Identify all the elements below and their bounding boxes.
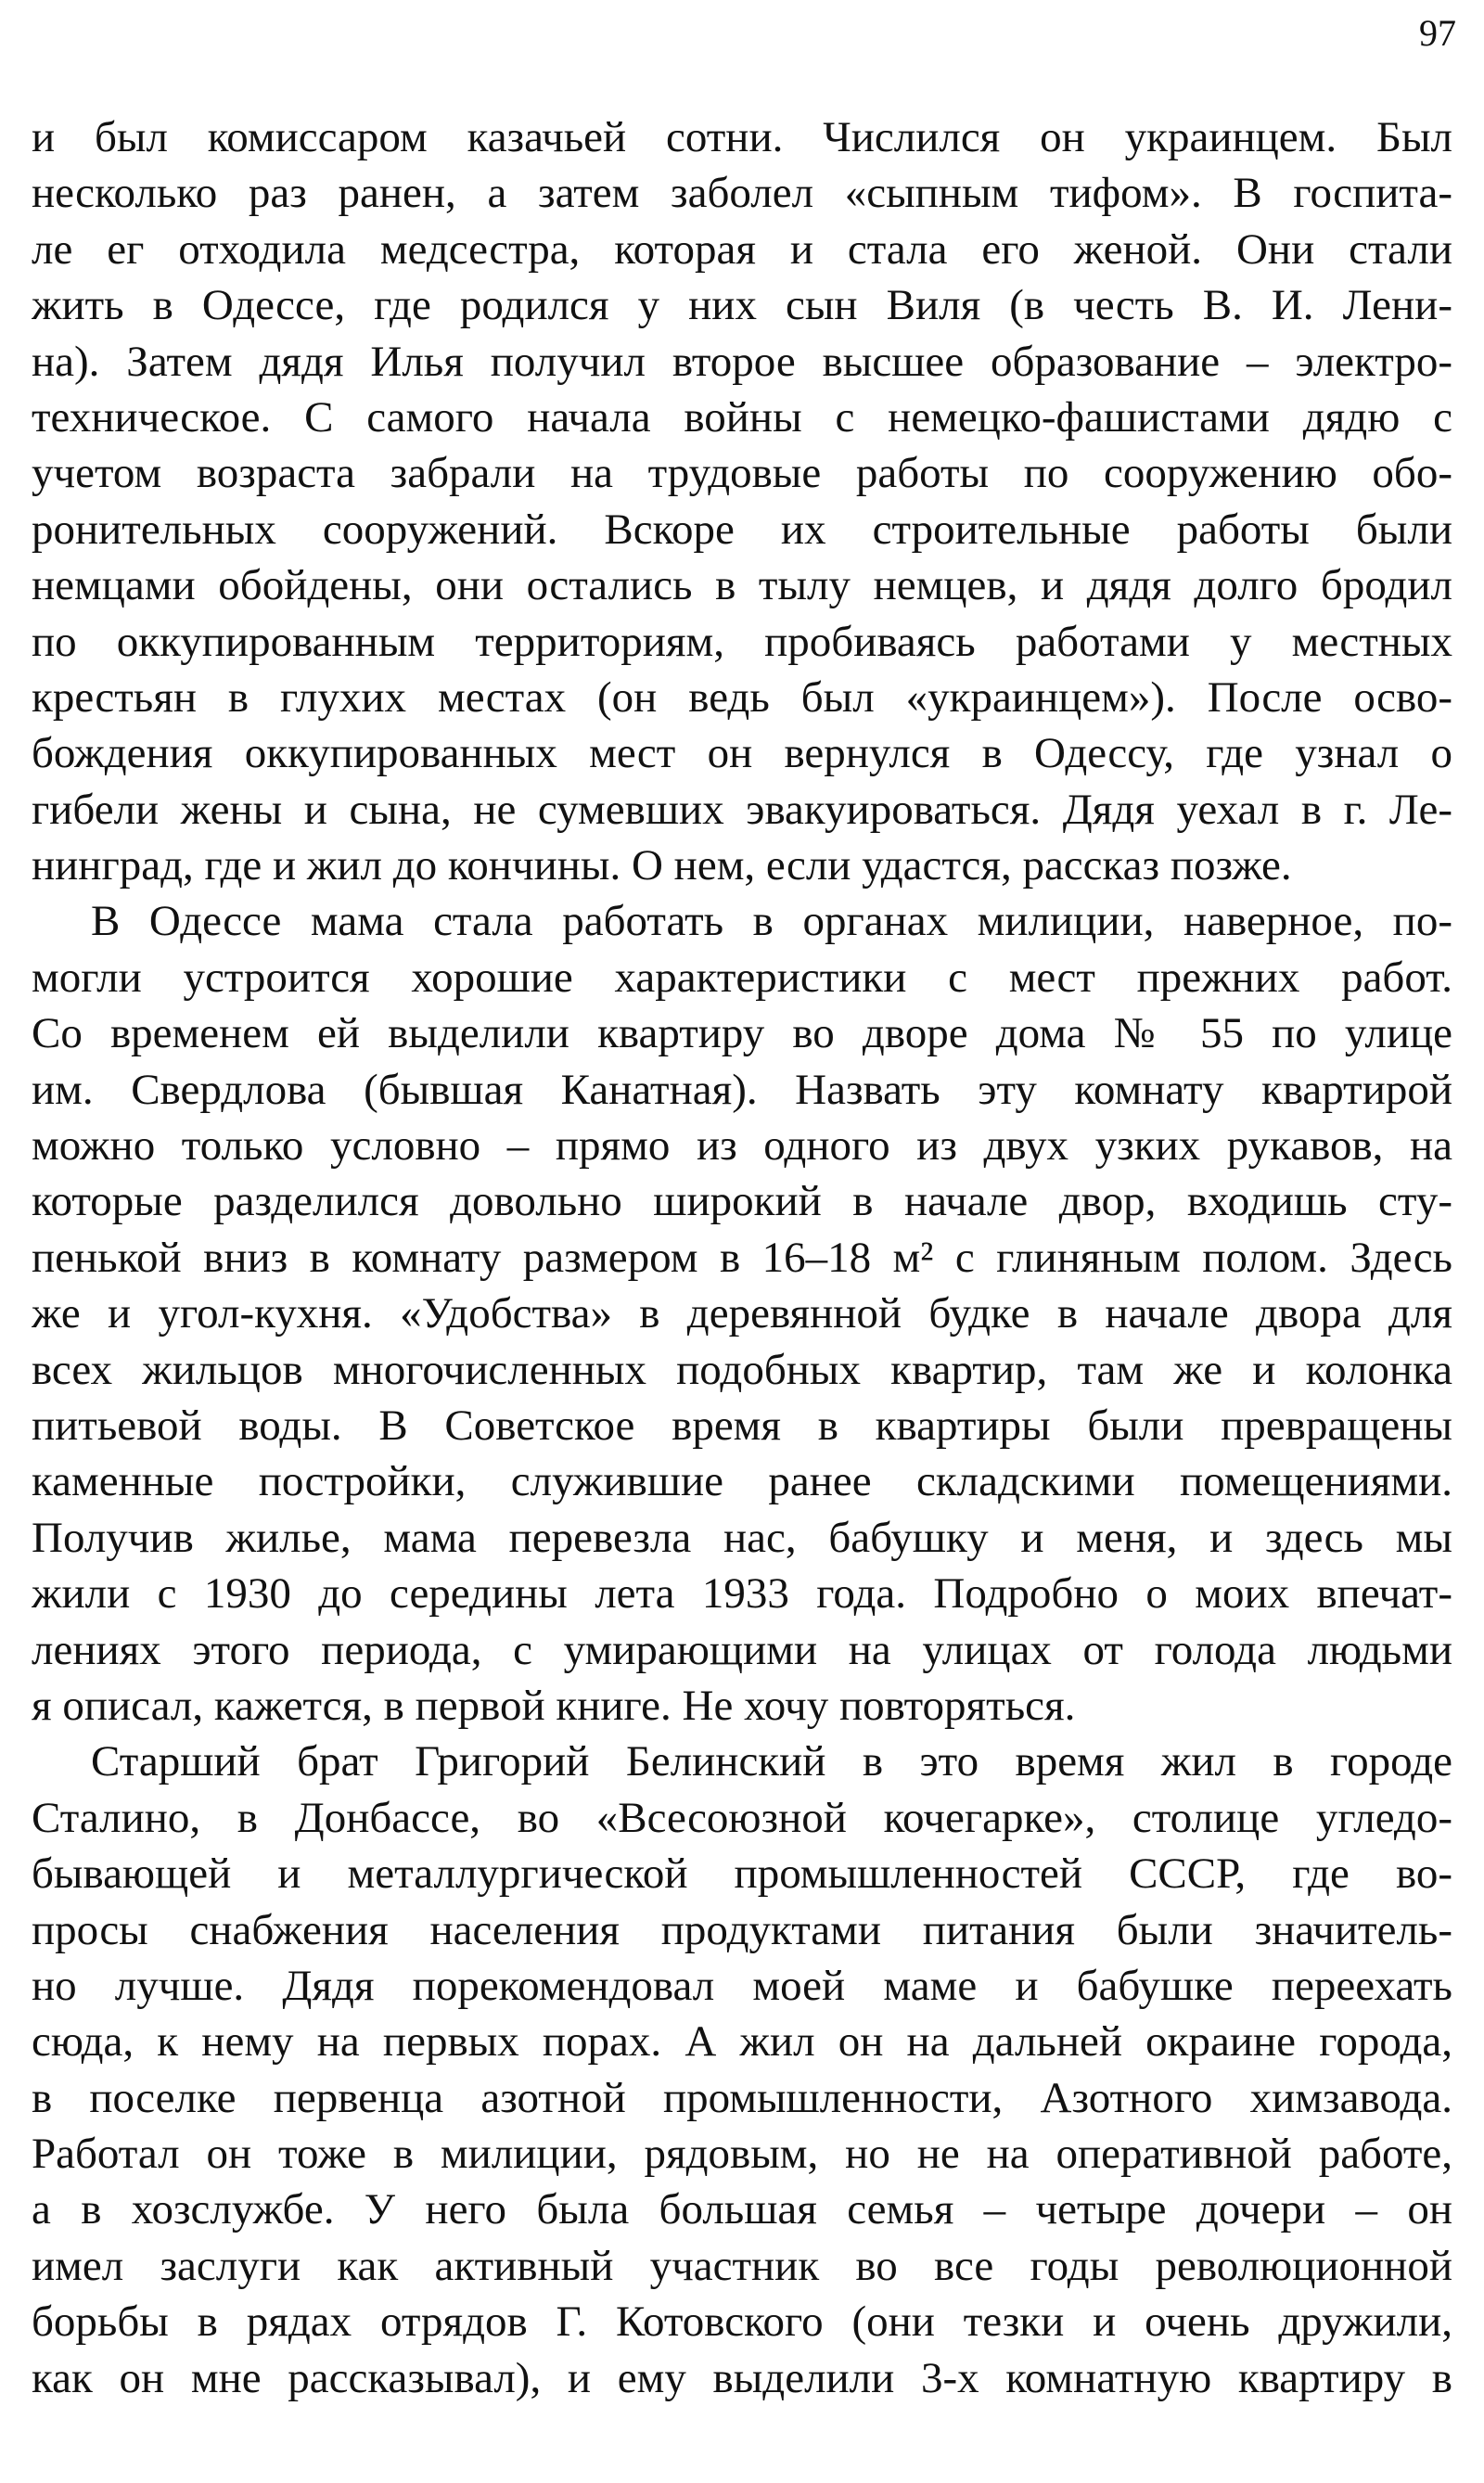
text-line: учетом возраста забрали на трудовые работы по сооружению обо- (32, 449, 1452, 498)
text-line: но лучше. Дядя порекомендовал моей маме и бабушке переехать (32, 1961, 1452, 2010)
text-line: которые разделился довольно широкий в начале двор, входишь сту- (32, 1177, 1452, 1226)
text-line: жили с 1930 до середины лета 1933 года. Подробно о моих впечат- (32, 1569, 1452, 1619)
text-line: Получив жилье, мама перевезла нас, бабушку и меня, и здесь мы (32, 1513, 1452, 1562)
text-line: каменные постройки, служившие ранее складскими помещениями. (32, 1457, 1452, 1506)
text-line: крестьян в глухих местах (он ведь был «украинцем»). После осво- (32, 672, 1452, 722)
text-line: нинград, где и жил до кончины. О нем, если удастся, рассказ позже. (32, 841, 1292, 890)
text-line: немцами обойдены, они остались в тылу немцев, и дядя долго бродил (32, 561, 1452, 610)
text-line: ле ег отходила медсестра, которая и стала его женой. Они стали (32, 224, 1452, 274)
body-text (32, 109, 1452, 2406)
text-line: могли устроится хорошие характеристики с мест прежних работ. (32, 953, 1452, 1002)
text-line: В Одессе мама стала работать в органах милиции, наверное, по- (91, 897, 1452, 946)
text-line: Старший брат Григорий Белинский в это время жил в городе (91, 1737, 1452, 1786)
text-line: просы снабжения населения продуктами питания были значитель- (32, 1905, 1452, 1954)
text-line: имел заслуги как активный участник во все годы революционной (32, 2241, 1452, 2290)
text-line: ронительных сооружений. Вскоре их строительные работы были (32, 505, 1452, 554)
text-line: же и угол-кухня. «Удобства» в деревянной будке в начале двора для (32, 1289, 1452, 1338)
text-line: Сталино, в Донбассе, во «Всесоюзной кочегарке», столице угледо- (32, 1793, 1452, 1842)
text-line: борьбы в рядах отрядов Г. Котовского (они тезки и очень дружили, (32, 2297, 1452, 2347)
text-line: бывающей и металлургической промышленностей СССР, где во- (32, 1849, 1452, 1899)
text-line: лениях этого периода, с умирающими на улицах от голода людьми (32, 1625, 1452, 1674)
text-line: всех жильцов многочисленных подобных квартир, там же и колонка (32, 1345, 1452, 1394)
text-line: гибели жены и сына, не сумевших эвакуироваться. Дядя уехал в г. Ле- (32, 785, 1452, 834)
text-line: питьевой воды. В Советское время в квартиры были превращены (32, 1401, 1452, 1450)
text-line: Со временем ей выделили квартиру во дворе дома № 55 по улице (32, 1009, 1452, 1058)
text-line: сюда, к нему на первых порах. А жил он на дальней окраине города, (32, 2017, 1452, 2067)
text-line: несколько раз ранен, а затем заболел «сыпным тифом». В госпита- (32, 169, 1452, 218)
text-line: и был комиссаром казачьей сотни. Числился он украинцем. Был (32, 113, 1452, 161)
text-line: на). Затем дядя Илья получил второе высшее образование – электро- (32, 337, 1452, 386)
text-line: как он мне рассказывал), и ему выделили 3-х комнатную квартиру в (32, 2353, 1452, 2402)
text-line: Работал он тоже в милиции, рядовым, но не на оперативной работе, (32, 2130, 1452, 2179)
text-line: а в хозслужбе. У него была большая семья – четыре дочери – он (32, 2185, 1452, 2234)
text-line: техническое. С самого начала войны с немецко-фашистами дядю с (32, 392, 1452, 442)
text-line: бождения оккупированных мест он вернулся в Одессу, где узнал о (32, 729, 1452, 778)
text-line: жить в Одессе, где родился у них сын Виля (в честь В. И. Лени- (32, 281, 1452, 330)
text-line: можно только условно – прямо из одного из двух узких рукавов, на (32, 1121, 1452, 1171)
text-line: в поселке первенца азотной промышленности, Азотного химзавода. (32, 2073, 1452, 2122)
text-line: пенькой вниз в комнату размером в 16–18 м² с глиняным полом. Здесь (32, 1233, 1452, 1282)
text-line: по оккупированным территориям, пробиваясь работами у местных (32, 617, 1452, 666)
text-line: им. Свердлова (бывшая Канатная). Назвать эту комнату квартирой (32, 1065, 1452, 1114)
page-number: 97 (1419, 12, 1456, 54)
text-line: я описал, кажется, в первой книге. Не хочу повторяться. (32, 1681, 1076, 1730)
